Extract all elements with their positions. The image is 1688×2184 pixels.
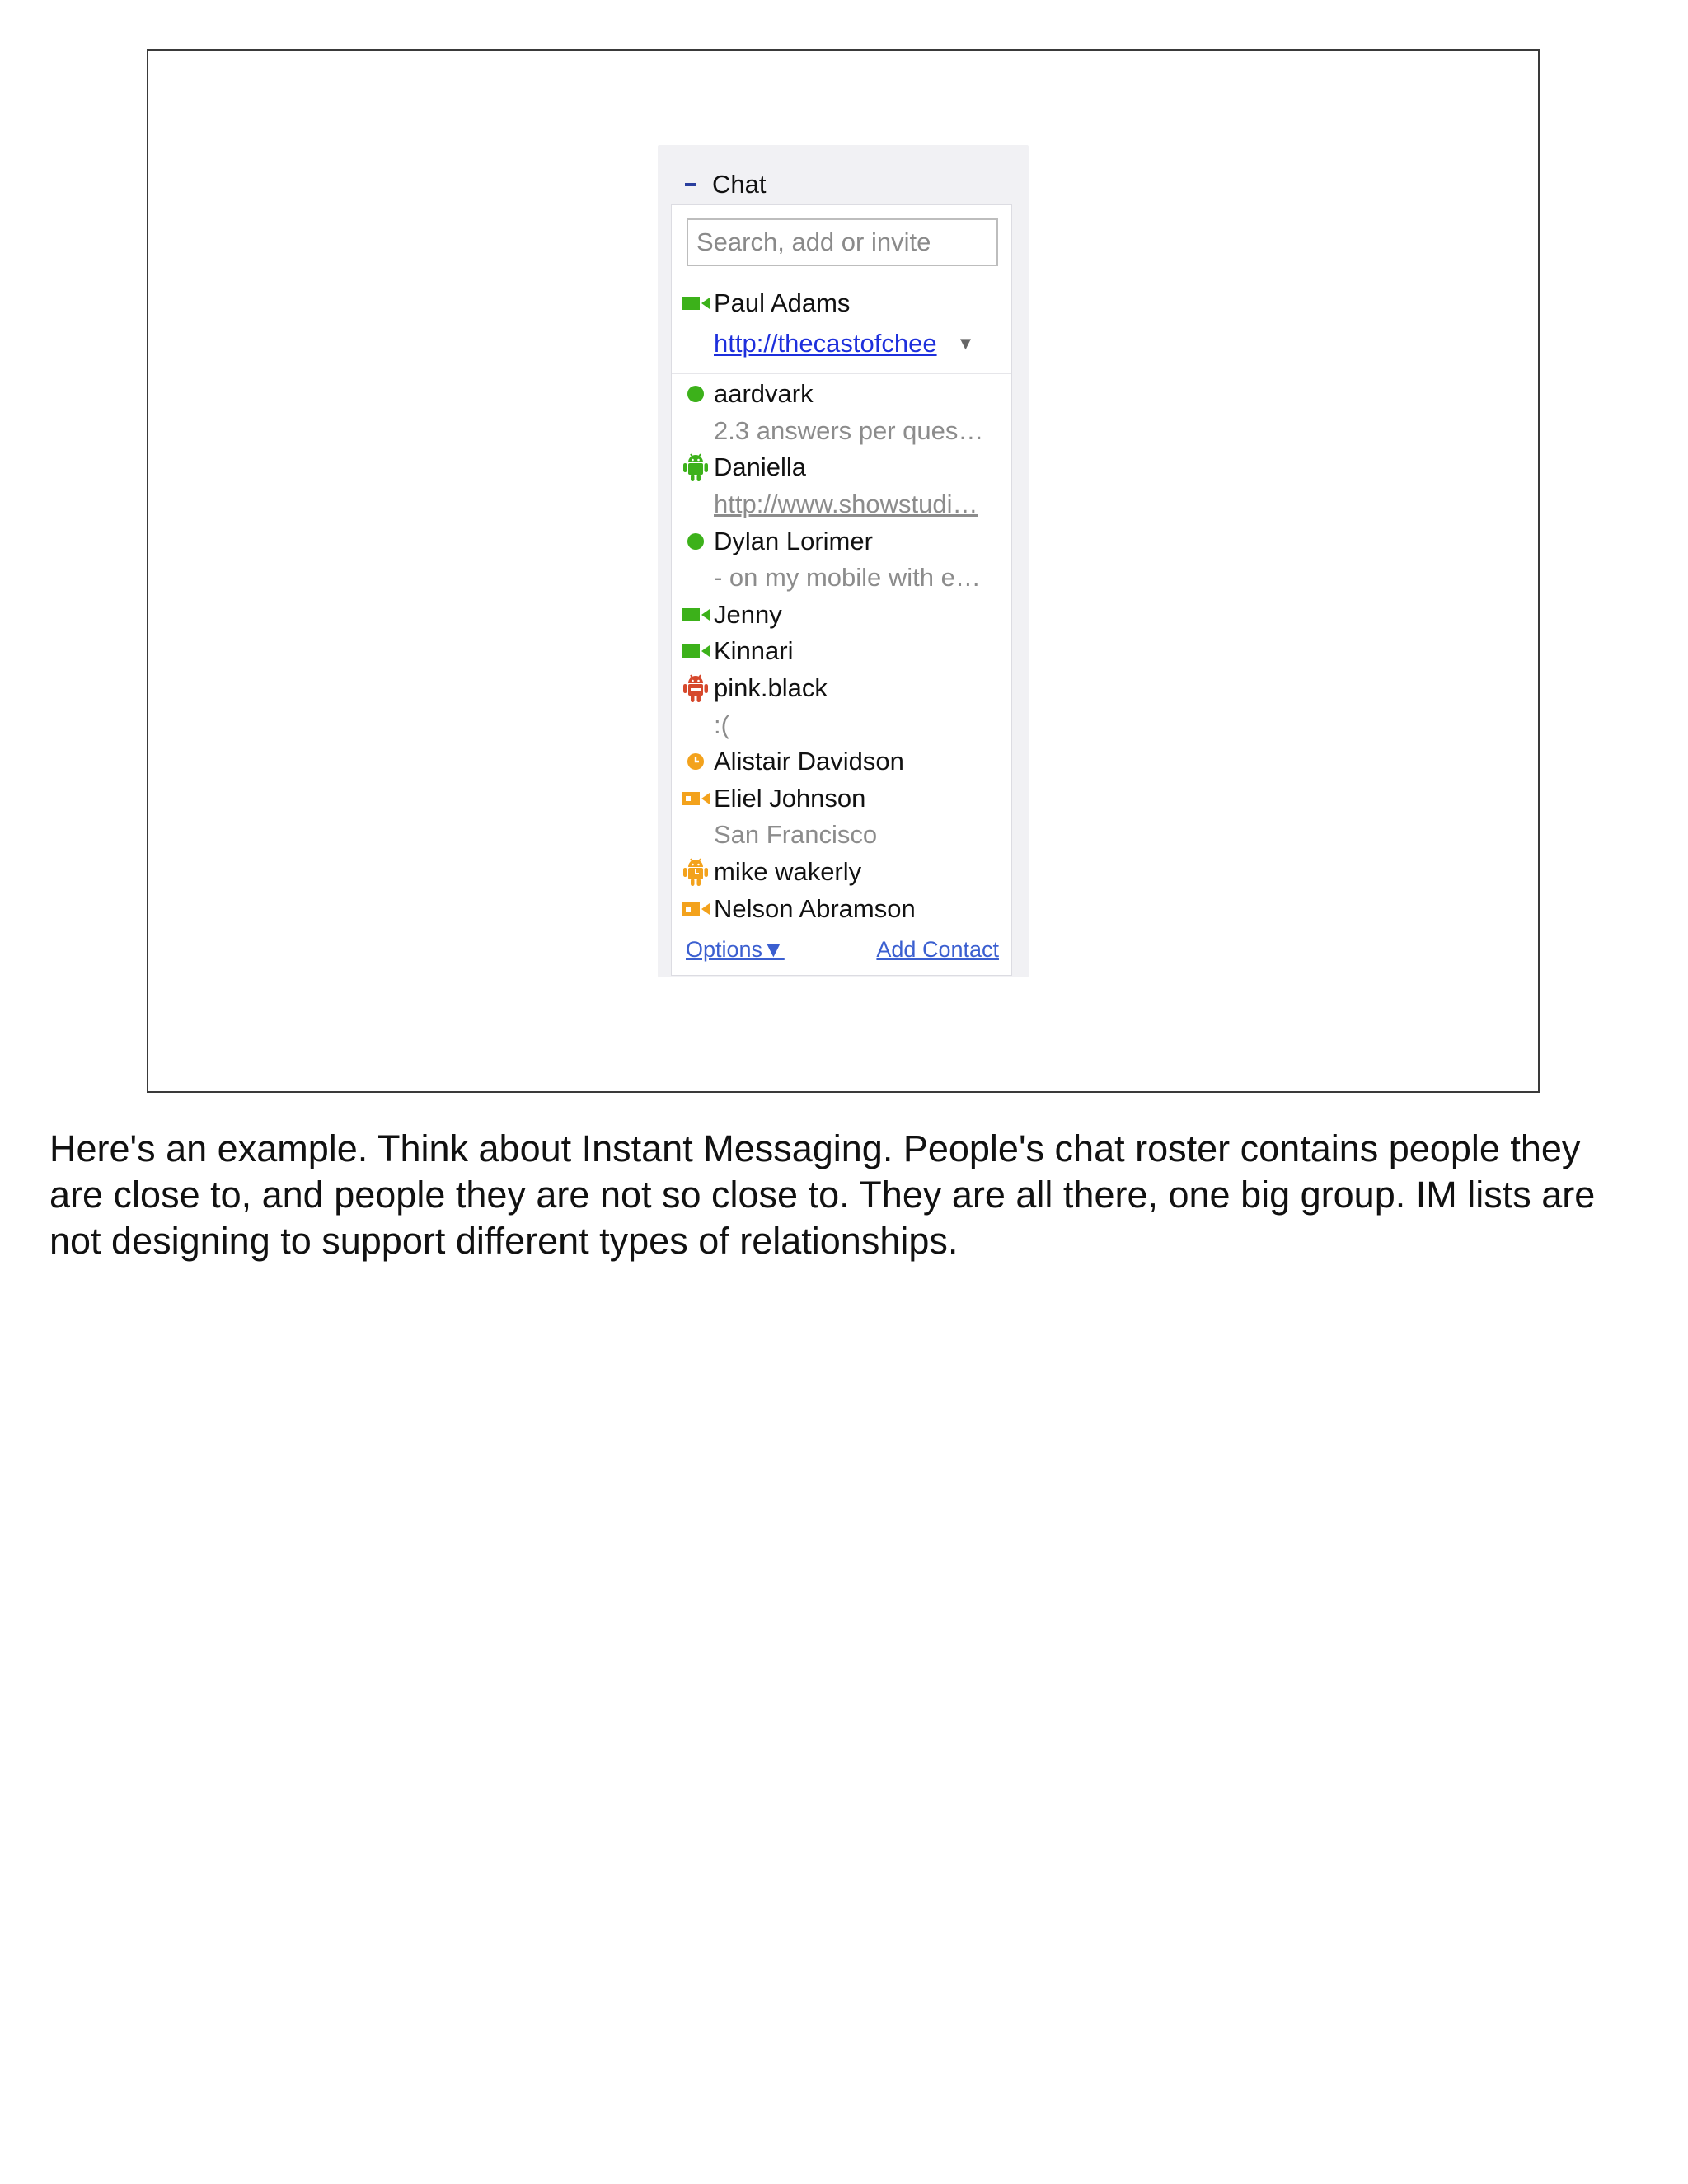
add-contact-link[interactable]: Add Contact — [876, 936, 999, 962]
chat-header — [674, 165, 1012, 204]
contact-row[interactable] — [678, 780, 1007, 818]
contact-status-row — [678, 817, 1007, 854]
contact-status: :( — [714, 710, 729, 739]
self-row — [678, 285, 1007, 321]
contact-row[interactable] — [678, 449, 1007, 486]
video-icon — [678, 633, 714, 669]
available-dot-icon — [678, 376, 714, 412]
contact-status: - on my mobile with e… — [714, 563, 981, 593]
contact-row[interactable] — [678, 597, 1007, 634]
video-idle-icon — [678, 780, 714, 817]
contact-list — [678, 376, 1007, 927]
contact-status-row — [678, 560, 1007, 597]
android-idle-icon — [678, 854, 714, 890]
android-icon — [678, 449, 714, 485]
video-icon — [678, 285, 714, 321]
contact-row[interactable] — [678, 743, 1007, 780]
collapse-icon[interactable] — [679, 173, 702, 196]
slide-caption: Here's an example. Think about Instant Messaging. People's chat roster contains people they are close to, and people they are not so close to. They are all there, one big group. IM lists are not designing to support different types of relationships. — [49, 1127, 1596, 1262]
contact-name: Nelson Abramson — [714, 893, 916, 923]
chat-footer — [686, 935, 999, 964]
self-status-row — [714, 326, 1002, 362]
contact-name: Alistair Davidson — [714, 747, 904, 776]
contact-status-row — [678, 413, 1007, 450]
contact-status: San Francisco — [714, 820, 878, 850]
contact-name: Jenny — [714, 599, 782, 629]
options-link[interactable]: Options▼ — [686, 936, 785, 962]
divider — [672, 373, 1011, 374]
contact-name: mike wakerly — [714, 857, 862, 887]
contact-row[interactable] — [678, 670, 1007, 707]
contact-status-link[interactable]: http://www.showstudi… — [714, 490, 978, 519]
video-idle-icon — [678, 891, 714, 927]
contact-status-row — [678, 486, 1007, 523]
contact-name: pink.black — [714, 673, 828, 703]
available-dot-icon — [678, 523, 714, 560]
contact-name: Daniella — [714, 452, 807, 482]
idle-clock-icon — [678, 743, 714, 780]
search-input[interactable] — [687, 218, 998, 266]
contact-name: Dylan Lorimer — [714, 526, 873, 555]
contact-status: 2.3 answers per ques… — [714, 415, 984, 445]
self-status-link[interactable]: http://thecastofchee — [714, 329, 937, 358]
contact-status-row — [678, 706, 1007, 743]
contact-name: Kinnari — [714, 636, 794, 666]
self-name: Paul Adams — [714, 288, 851, 317]
video-icon — [678, 597, 714, 633]
contact-row[interactable] — [678, 376, 1007, 413]
contact-row[interactable] — [678, 890, 1007, 927]
android-busy-icon — [678, 670, 714, 706]
contact-row[interactable] — [678, 854, 1007, 891]
contact-row[interactable] — [678, 633, 1007, 670]
contact-name: aardvark — [714, 379, 814, 409]
chat-title: Chat — [712, 170, 767, 199]
contact-name: Eliel Johnson — [714, 783, 866, 813]
status-dropdown-icon[interactable]: ▼ — [956, 333, 975, 354]
contact-row[interactable] — [678, 523, 1007, 560]
